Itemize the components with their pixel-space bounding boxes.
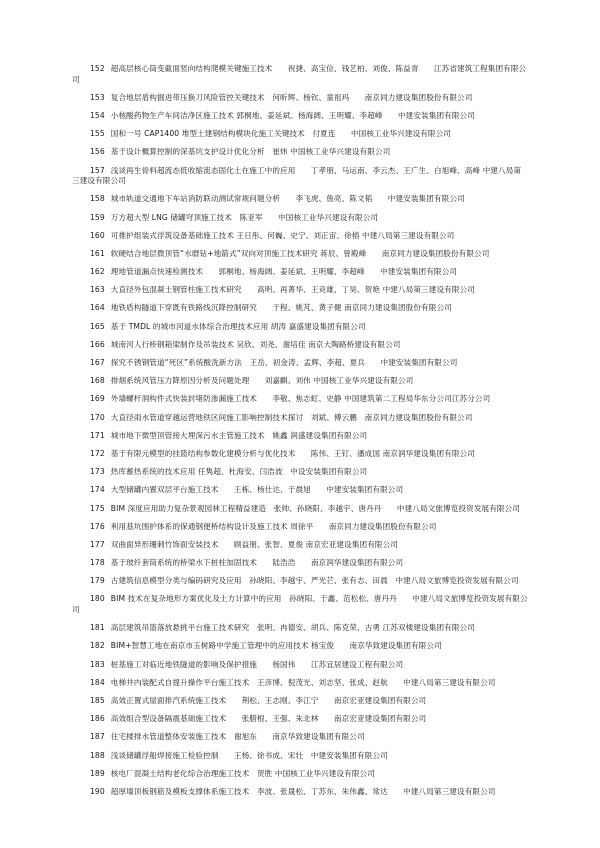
entry-text: 高效组合型设备隔震基础施工技术 张腊根、王强、朱北林 南京宏亚建设集团有限公司 bbox=[110, 714, 427, 724]
entry-text: 外墙螺杆洞构件式快装封堵防渗漏施工技术 李敬、焦志虹、史静 中国建筑第二工程局华东分公司江苏分公司 bbox=[110, 394, 491, 404]
entry-number: 183 bbox=[90, 659, 105, 669]
entry-text: 城南河人行桥钢箱梁制作及吊装技术 吴欣、刘尧、谢培佳 南京大陶路桥建设有限公司 bbox=[110, 339, 401, 349]
entry-text: 浅谈储罐浮船焊接施工检验控制 王杨、徐书成、宋壮 中建安装集团有限公司 bbox=[110, 750, 388, 760]
entry-number: 155 bbox=[90, 129, 105, 139]
list-item bbox=[72, 641, 528, 652]
list-item bbox=[72, 129, 528, 140]
entry-number: 169 bbox=[90, 394, 105, 404]
list-item bbox=[72, 576, 528, 587]
list-item bbox=[72, 166, 528, 187]
list-item bbox=[72, 394, 528, 405]
entry-text: 国和一号 CAP1400 堆型土建钢结构模块化施工关键技术 付夏连 中国核工业华兴建设有限公司 bbox=[110, 129, 451, 139]
entry-text: 住宅楼排水管道整体安装施工技术 谢旭东 南京华致建设集团有限公司 bbox=[110, 732, 365, 742]
entry-number: 165 bbox=[90, 321, 105, 331]
list-item bbox=[72, 751, 528, 762]
entry-text: BIM 技术在复杂地形方案优化及土方计算中的应用 孙晓阳、于鑫、范松松、唐丹丹 中建八局文旅博览投资发展有限公司 bbox=[72, 594, 528, 615]
entry-text: 基于玻纤套筒系统的桥梁水下桩柱加固技术 陆浩浩 南京润华建设集团有限公司 bbox=[110, 558, 404, 568]
entry-text: 古建筑信息模型分类与编码研究及应用 孙晓阳、李越宇、严光芒、张有志、田晨 中建八局文旅博览投资发展有限公司 bbox=[110, 576, 519, 586]
list-item bbox=[72, 231, 528, 242]
entry-number: 168 bbox=[90, 376, 105, 386]
entry-number: 179 bbox=[90, 576, 105, 586]
entry-text: 桩基施工对临近地铁隧道的影响及保护措施 杨国伟 江苏宜居建设工程有限公司 bbox=[110, 659, 404, 669]
list-item bbox=[72, 623, 528, 634]
entry-list bbox=[72, 64, 528, 798]
list-item bbox=[72, 376, 528, 387]
list-item bbox=[72, 714, 528, 725]
entry-text: BIM+智慧工地在南京市玉树路中学施工管理中的应用技术 杨宝俊 南京华致建设集团有限公司 bbox=[110, 641, 442, 651]
entry-text: 电梯井内装配式自提升操作平台施工技术 王彦博、倪茂光、刘志坚、张成、赵航 中建八局第三建设有限公司 bbox=[110, 677, 496, 687]
entry-text: 小核酸药物生产车间洁净区施工技术 郭桐地、姜延斌、杨海阔、王明耀、李超峰 中建安装集团有限公司 bbox=[110, 110, 475, 120]
entry-number: 178 bbox=[90, 558, 105, 568]
entry-text: 基于有限元模型的挂篮结构参数化建模分析与优化技术 陈伟、王钉、潘成国 南京润华建设集团有限公司 bbox=[110, 448, 475, 458]
entry-text: 软硬结合地层微顶管“水磨钻+地箭式”双向对顶施工技术研究 蒋辰、曾殿峰 南京同力建设集团股份有限公司 bbox=[110, 248, 490, 258]
entry-text: 万方超大型 LNG 储罐穹顶施工技术 陈亚军 中国核工业华兴建设有限公司 bbox=[110, 212, 379, 222]
entry-text: 大直径外包混凝土钢管柱施工技术研究 高明、再菁华、王竞雄、丁昊、贺艳 中建八局第三建设有限公司 bbox=[110, 285, 475, 295]
list-item bbox=[72, 787, 528, 798]
entry-number: 173 bbox=[90, 467, 105, 477]
list-item bbox=[72, 504, 528, 515]
entry-text: 高层建筑吊篮落放悬挑平台施工技术研究 张明、冉德安、胡兵、陈克荣、古勇 江苏双楼建设集团有限公司 bbox=[110, 623, 475, 633]
entry-number: 175 bbox=[90, 503, 105, 513]
list-item bbox=[72, 285, 528, 296]
entry-number: 189 bbox=[90, 768, 105, 778]
list-item bbox=[72, 449, 528, 460]
list-item bbox=[72, 660, 528, 671]
list-item bbox=[72, 594, 528, 615]
entry-text: 地铁盾构隧道下穿既有铁路线沉降控制研究 于程、姚芃、黄子健 南京同力建设集团股份有限公司 bbox=[110, 303, 452, 313]
list-item bbox=[72, 194, 528, 205]
entry-text: 排烟系统风管压力降原因分析及问题处理 刘嘉麒、刘伟 中国核工业华兴建设有限公司 bbox=[110, 376, 414, 386]
list-item bbox=[72, 213, 528, 224]
entry-number: 152 bbox=[90, 64, 105, 73]
entry-number: 167 bbox=[90, 358, 105, 367]
entry-number: 187 bbox=[90, 732, 105, 742]
list-item bbox=[72, 467, 528, 478]
entry-number: 177 bbox=[90, 539, 105, 549]
entry-number: 171 bbox=[90, 430, 105, 440]
entry-number: 162 bbox=[90, 267, 105, 277]
entry-number: 170 bbox=[90, 412, 105, 422]
list-item bbox=[72, 413, 528, 424]
entry-number: 156 bbox=[90, 147, 105, 157]
entry-number: 188 bbox=[90, 750, 105, 760]
entry-text: 城市轨道交通地下车站消防联动测试常规问题分析 李飞虎、詹亮、陈文韬 中建安装集团有限公司 bbox=[110, 194, 465, 204]
entry-text: 双曲面异形珊刺竹饰面安装技术 顾益朋、张智、夏俊 南京宏亚建设集团有限公司 bbox=[110, 539, 398, 549]
list-item bbox=[72, 732, 528, 743]
entry-text: 超高层核心筒变截面竖向结构爬模关键施工技术 祝捷、高宝俭、钱艺柏、刘俊、陈益青 江苏省建筑工程集团有限公司 bbox=[72, 64, 527, 84]
entry-text: BIM 深度应用助力复杂景观园林工程精益建造 张帅、孙晓阳、李越宇、唐丹丹 中建八局文旅博览投资发展有限公司 bbox=[110, 503, 520, 513]
entry-number: 153 bbox=[90, 92, 105, 102]
entry-text: 复合地层盾构掘进带压换刀风险管控关键技术 何昕辉、杨钦、童祖玛 南京同力建设集团股份有限公司 bbox=[110, 92, 473, 102]
list-item bbox=[72, 322, 528, 333]
list-item bbox=[72, 340, 528, 351]
entry-text: 理地管道漏点快速检测技术 郭桐地、杨海阔、姜延斌、王明耀、李超峰 中建安装集团有限公司 bbox=[110, 267, 458, 277]
list-item bbox=[72, 358, 528, 369]
entry-text: 基于 TMDL 的城市河道水体综合治理技术应用 胡涛 嘉盛建设集团有限公司 bbox=[110, 321, 366, 331]
entry-number: 158 bbox=[90, 194, 105, 204]
list-item bbox=[72, 696, 528, 707]
entry-text: 利用基坑围护体系的保通钢便桥结构设计及施工技术 周徐平 南京同力建设集团股份有限公司 bbox=[110, 521, 437, 531]
list-item bbox=[72, 111, 528, 122]
list-item bbox=[72, 147, 528, 158]
list-item bbox=[72, 769, 528, 780]
list-item bbox=[72, 678, 528, 689]
entry-text: 浅谈再生骨料超流态低收缩流态固化土在施工中的应用 丁孝朋、马运南、李云杰、王广生、白旭峰、高峰 中建八局第三建设有限公司 bbox=[72, 165, 522, 186]
entry-text: 核电厂混凝土结构老化综合治理施工技术 贺胜 中国核工业华兴建设有限公司 bbox=[110, 768, 375, 778]
entry-number: 172 bbox=[90, 448, 105, 458]
entry-number: 163 bbox=[90, 285, 105, 295]
list-item bbox=[72, 522, 528, 533]
entry-number: 161 bbox=[90, 248, 105, 258]
entry-number: 190 bbox=[90, 786, 105, 796]
list-item bbox=[72, 431, 528, 442]
list-item bbox=[72, 93, 528, 104]
entry-text: 大直径雨水管道穿越运营地铁区间施工影响控制技术探讨 刘斌、傅云鹏 南京同力建设集团股份有限公司 bbox=[110, 412, 473, 422]
entry-text: 基于设计概算控制的深基坑支护设计优化分析 崔炜 中国核工业华兴建设有限公司 bbox=[110, 147, 391, 157]
list-item bbox=[72, 64, 528, 85]
entry-number: 159 bbox=[90, 212, 105, 222]
entry-number: 180 bbox=[90, 594, 105, 604]
entry-text: 可推护组装式浮筑设备基础施工技术 王日彤、何巍、史宁、刘正宙、徐榕 中建八局第三建设有限公司 bbox=[110, 230, 455, 240]
list-item bbox=[72, 303, 528, 314]
entry-number: 174 bbox=[90, 485, 105, 495]
entry-text: 超厚墙顶板钢筋及模板支撑体系施工技术 李波、张晟松、丁苏东、朱伟鑫、常达 中建八局第三建设有限公司 bbox=[110, 786, 496, 796]
entry-number: 160 bbox=[90, 230, 105, 240]
list-item bbox=[72, 558, 528, 569]
list-item bbox=[72, 540, 528, 551]
entry-text: 热库蓄热系统的技术应用 任隽超、杜海安、闫浩波 中设安装集团有限公司 bbox=[110, 467, 368, 477]
entry-number: 176 bbox=[90, 521, 105, 531]
entry-text: 城市地下微型顶管接大埋深污水主管施工技术 姚鑫 润盛建设集团有限公司 bbox=[110, 430, 368, 440]
list-item bbox=[72, 485, 528, 496]
entry-number: 157 bbox=[90, 165, 105, 175]
list-item bbox=[72, 249, 528, 260]
entry-number: 166 bbox=[90, 339, 105, 349]
entry-text: 探究不锈钢管道“死区”系统酸洗新方法 王岳、初金涛、孟辉、李超、夏兵 中建安装集团有限公司 bbox=[110, 358, 458, 367]
entry-number: 181 bbox=[90, 623, 105, 633]
entry-number: 186 bbox=[90, 714, 105, 724]
list-item bbox=[72, 267, 528, 278]
entry-number: 154 bbox=[90, 110, 105, 120]
entry-text: 高效正置式屋面排汽系统施工技术 荆松、王志刚、李江宁 南京宏亚建设集团有限公司 bbox=[110, 695, 427, 705]
entry-number: 185 bbox=[90, 695, 105, 705]
entry-number: 182 bbox=[90, 641, 105, 651]
entry-number: 184 bbox=[90, 677, 105, 687]
entry-text: 大型储罐内置双层平台施工技术 王栋、杨仕达、于晨旭 中建安装集团有限公司 bbox=[110, 485, 404, 495]
entry-number: 164 bbox=[90, 303, 105, 313]
